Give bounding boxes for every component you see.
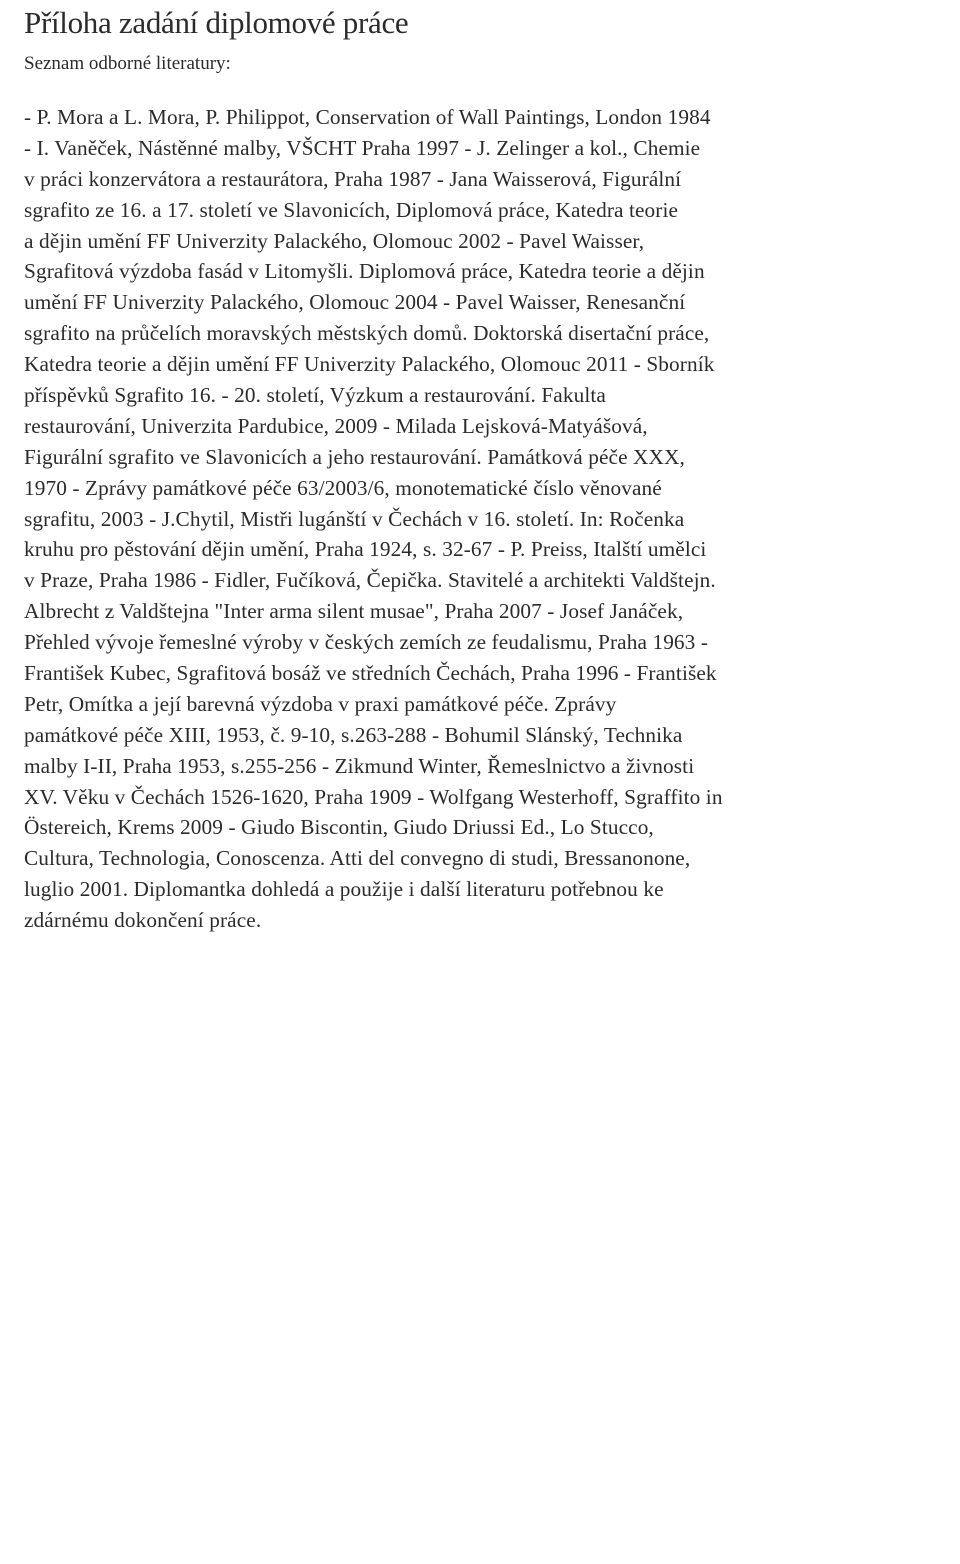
- text-line: Sgrafitová výzdoba fasád v Litomyšli. Diplomová práce, Katedra teorie a dějin: [24, 259, 705, 284]
- text-line: Přehled vývoje řemeslné výroby v českých zemích ze feudalismu, Praha 1963 -: [24, 630, 709, 655]
- text-line: příspěvků Sgrafito 16. - 20. století, Výzkum a restaurování. Fakulta: [24, 383, 606, 408]
- text-line: v Praze, Praha 1986 - Fidler, Fučíková, Čepička. Stavitelé a architekti Valdštejn.: [24, 568, 716, 593]
- text-line: sgrafito ze 16. a 17. století ve Slavonicích, Diplomová práce, Katedra teorie: [24, 197, 679, 222]
- text-line: sgrafito na průčelích moravských městských domů. Doktorská disertační práce,: [24, 321, 710, 346]
- text-line: v práci konzervátora a restaurátora, Praha 1987 - Jana Waisserová, Figurální: [24, 166, 682, 191]
- text-line: Petr, Omítka a její barevná výzdoba v praxi památkové péče. Zprávy: [24, 691, 617, 716]
- text-line: František Kubec, Sgrafitová bosáž ve středních Čechách, Praha 1996 - František: [24, 661, 717, 686]
- text-line: - I. Vaněček, Nástěnné malby, VŠCHT Praha 1997 - J. Zelinger a kol., Chemie: [24, 135, 701, 160]
- text-line: Albrecht z Valdštejna "Inter arma silent musae", Praha 2007 - Josef Janáček,: [24, 599, 684, 624]
- text-line: 1970 - Zprávy památkové péče 63/2003/6, monotematické číslo věnované: [24, 475, 662, 500]
- document-title: Příloha zadání diplomové práce: [24, 5, 409, 40]
- text-line: kruhu pro pěstování dějin umění, Praha 1924, s. 32-67 - P. Preiss, Italští umělci: [24, 537, 707, 562]
- text-line: malby I-II, Praha 1953, s.255-256 - Zikmund Winter, Řemeslnictvo a živnosti: [24, 753, 695, 778]
- text-line: sgrafitu, 2003 - J.Chytil, Mistři lugánští v Čechách v 16. století. In: Ročenka: [24, 506, 685, 531]
- text-line: luglio 2001. Diplomantka dohledá a použije i další literaturu potřebnou ke: [24, 877, 664, 902]
- text-line: XV. Věku v Čechách 1526-1620, Praha 1909 - Wolfgang Westerhoff, Sgraffito in: [24, 784, 723, 809]
- text-line: restaurování, Univerzita Pardubice, 2009 - Milada Lejsková-Matyášová,: [24, 413, 648, 438]
- text-line: - P. Mora a L. Mora, P. Philippot, Conservation of Wall Paintings, London 1984: [24, 105, 711, 129]
- text-line: památkové péče XIII, 1953, č. 9-10, s.263-288 - Bohumil Slánský, Technika: [24, 722, 683, 747]
- literature-list-heading: Seznam odborné literatury:: [24, 53, 231, 74]
- text-line: Östereich, Krems 2009 - Giudo Biscontin, Giudo Driussi Ed., Lo Stucco,: [24, 815, 654, 840]
- text-line: zdárnému dokončení práce.: [24, 908, 262, 933]
- text-line: Katedra teorie a dějin umění FF Univerzity Palackého, Olomouc 2011 - Sborník: [24, 352, 715, 377]
- text-line: a dějin umění FF Univerzity Palackého, Olomouc 2002 - Pavel Waisser,: [24, 228, 645, 253]
- text-line: umění FF Univerzity Palackého, Olomouc 2004 - Pavel Waisser, Renesanční: [24, 290, 686, 315]
- literature-text: [24, 102, 936, 936]
- text-line: Cultura, Technologia, Conoscenza. Atti del convegno di studi, Bressanonone,: [24, 846, 691, 871]
- text-line: Figurální sgrafito ve Slavonicích a jeho restaurování. Památková péče XXX,: [24, 444, 685, 469]
